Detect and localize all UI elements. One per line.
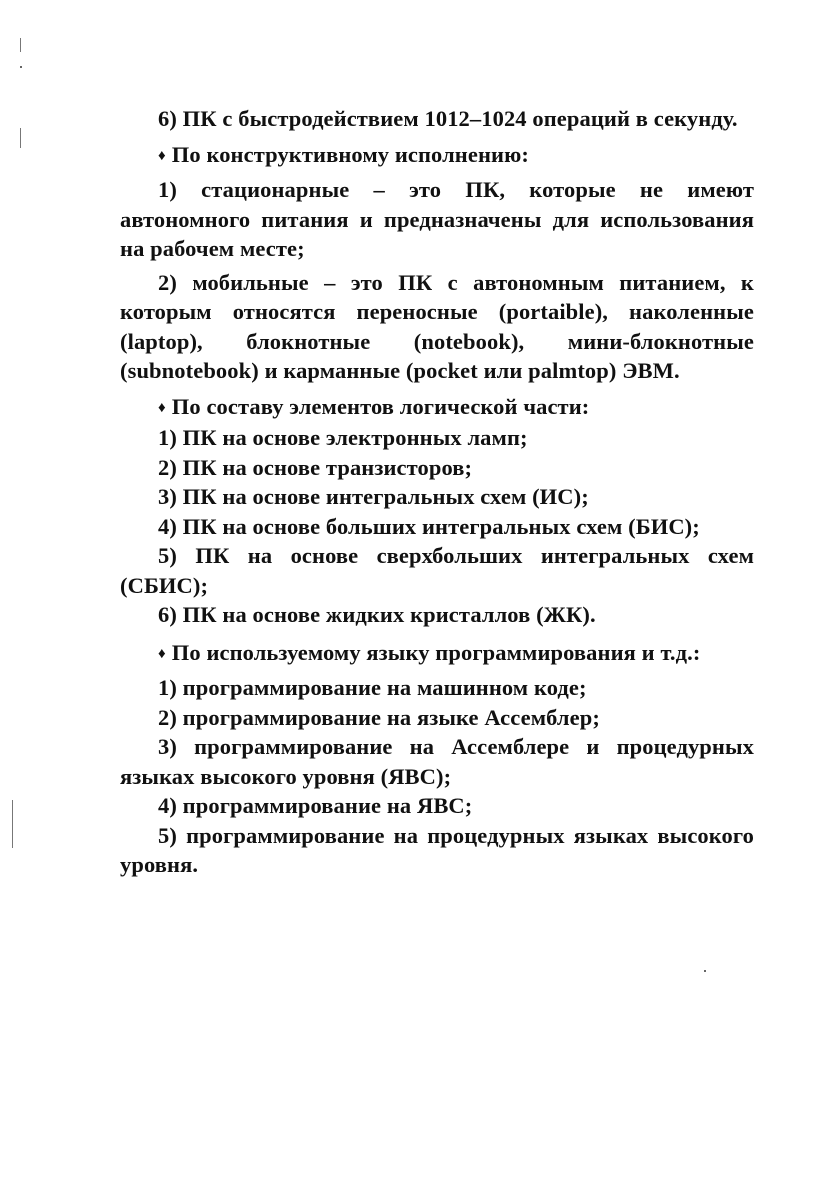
- scan-mark: [20, 66, 22, 68]
- paragraph-text: 5) программирование на процедурных языках высокого уровня.: [120, 822, 754, 877]
- list-item: [120, 791, 754, 821]
- section-heading: [120, 392, 754, 424]
- scan-mark: [20, 38, 21, 52]
- text-column: [120, 104, 754, 880]
- list-item: [120, 703, 754, 733]
- paragraph-text: 1) стационарные – это ПК, которые не имеют автономного питания и предназначены для использования на рабочем месте;: [120, 177, 754, 261]
- paragraph-text: 6) ПК на основе жидких кристаллов (ЖК).: [158, 602, 596, 627]
- paragraph-text: 2) мобильные – это ПК с автономным питанием, к которым относятся переносные (portaible), наколенные (laptop), блокнотные (notebook), мини-блокнотные (subnotebook) и карманные (pocket или palmtop) ЭВМ.: [120, 269, 754, 383]
- list-item: [120, 175, 754, 264]
- paragraph-text: По используемому языку программирования и т.д.:: [171, 639, 701, 665]
- list-item: [120, 453, 754, 483]
- paragraph-text: 1) ПК на основе электронных ламп;: [158, 425, 528, 450]
- paragraph-text: 5) ПК на основе сверхбольших интегральных схем (СБИС);: [120, 543, 754, 598]
- diamond-bullet-icon: ♦: [158, 147, 166, 164]
- paragraph-text: 2) программирование на языке Ассемблер;: [158, 704, 600, 730]
- paragraph-text: 1) программирование на машинном коде;: [158, 675, 587, 700]
- list-item: [120, 673, 754, 703]
- paragraph-text: По составу элементов логической части:: [171, 393, 590, 419]
- paragraph-text: По конструктивному исполнению:: [171, 141, 529, 167]
- paragraph-text: 3) ПК на основе интегральных схем (ИС);: [158, 484, 589, 509]
- diamond-bullet-icon: ♦: [158, 399, 166, 416]
- scan-mark: [20, 128, 21, 148]
- paragraph-text: 6) ПК с быстродействием 1012–1024 операций в секунду.: [158, 106, 738, 131]
- paragraph-text: 4) программирование на ЯВС;: [158, 793, 473, 818]
- section-heading: [120, 140, 754, 172]
- list-item: [120, 541, 754, 600]
- diamond-bullet-icon: ♦: [158, 645, 166, 662]
- scan-mark: [12, 800, 13, 848]
- section-heading: [120, 638, 754, 670]
- list-item: [120, 482, 754, 512]
- paragraph: [120, 104, 754, 134]
- paragraph-text: 4) ПК на основе больших интегральных схем (БИС);: [158, 513, 700, 539]
- paragraph-text: 2) ПК на основе транзисторов;: [158, 454, 473, 480]
- scan-mark: [704, 970, 706, 972]
- list-item: [120, 512, 754, 542]
- list-item: [120, 821, 754, 880]
- list-item: [120, 600, 754, 630]
- paragraph-text: 3) программирование на Ассемблере и процедурных языках высокого уровня (ЯВС);: [120, 734, 754, 789]
- list-item: [120, 268, 754, 386]
- list-item: [120, 732, 754, 791]
- list-item: [120, 423, 754, 453]
